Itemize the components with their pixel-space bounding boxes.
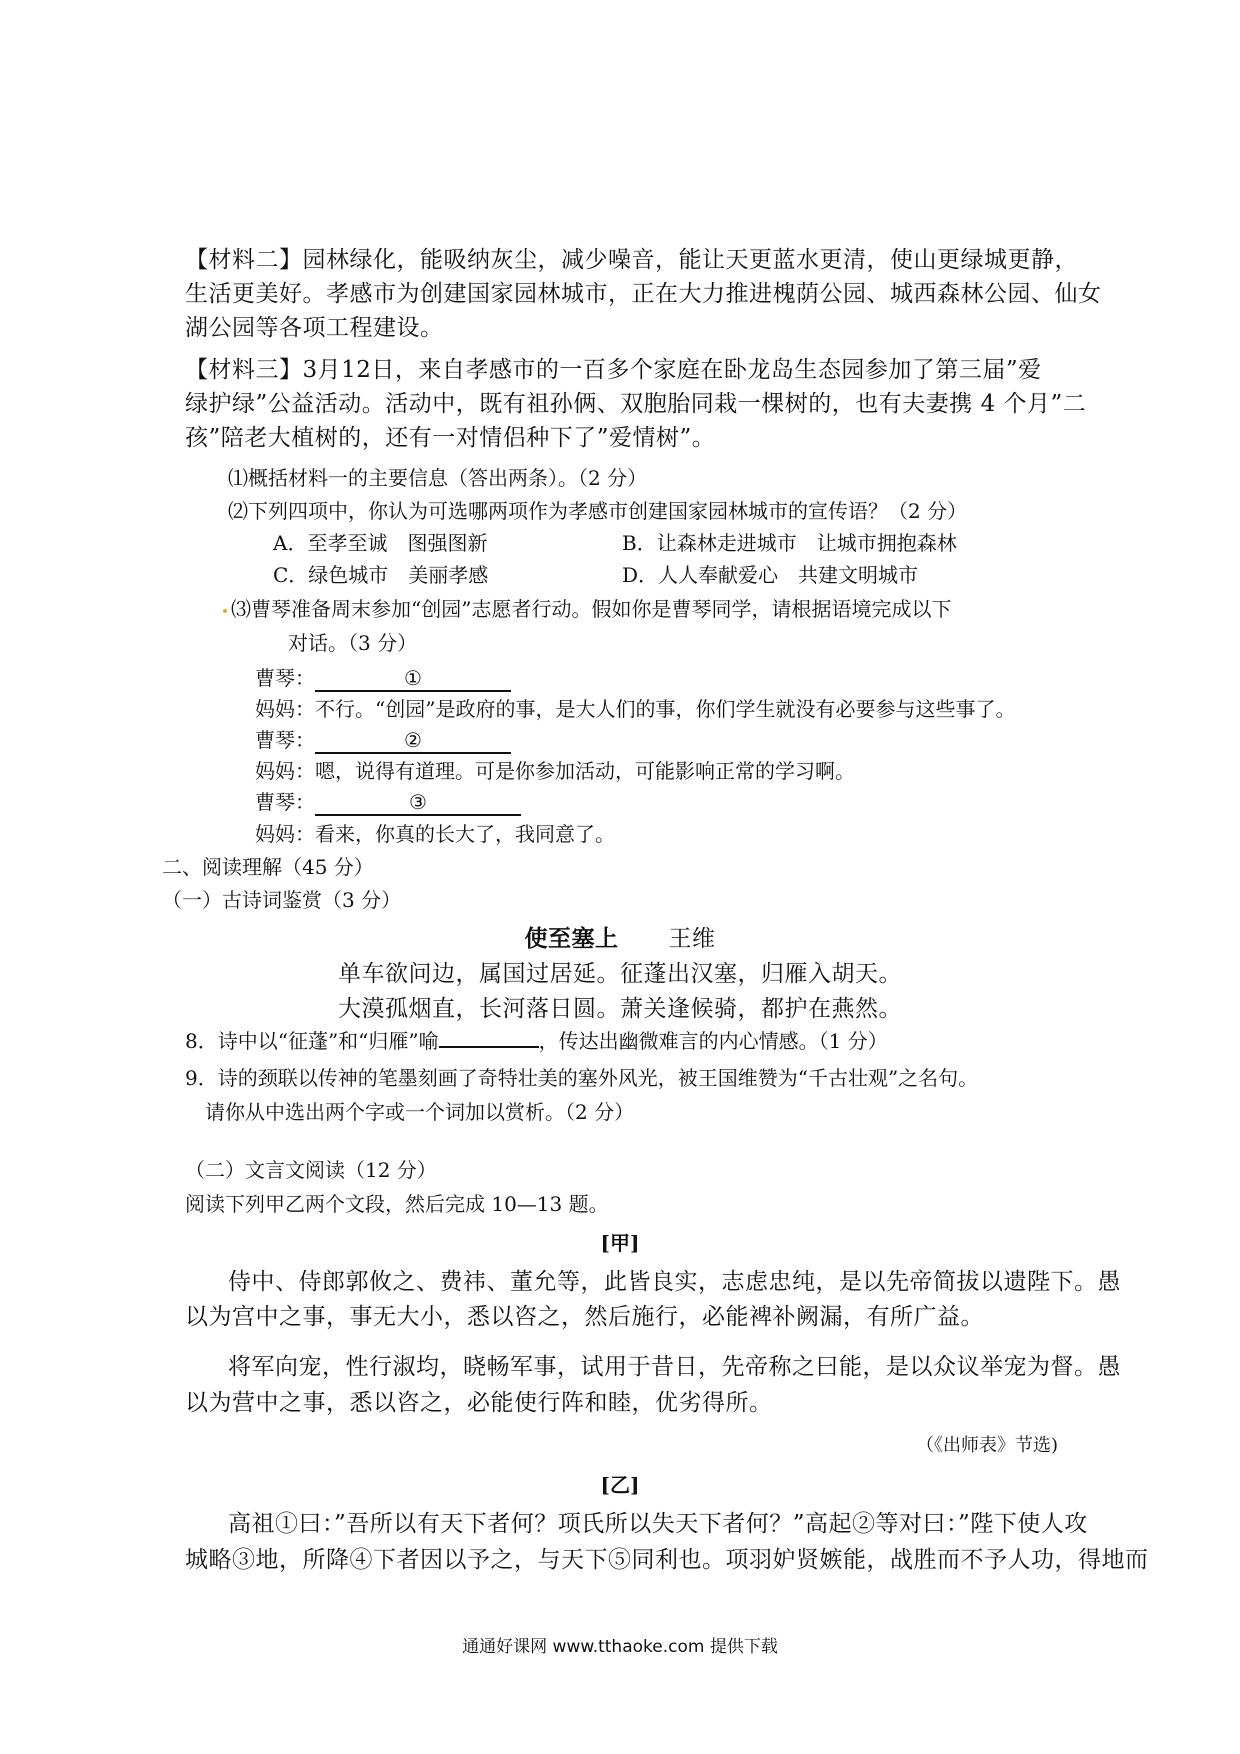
poem-line-1: 单车欲问边，属国过居延。征蓬出汉塞，归雁入胡天。	[338, 961, 902, 987]
material2-line1: 【材料二】园林绿化，能吸纳灰尘，减少噪音，能让天更蓝水更清，使山更绿城更静，	[185, 247, 1078, 273]
classical-heading: （二）文言文阅读（12 分）	[185, 1158, 437, 1182]
material3-line3: 孩”陪老大植树的，还有一对情侣种下了”爱情树”。	[185, 425, 716, 451]
dialog-mom-3: 妈妈：看来，你真的长大了，我同意了。	[255, 822, 615, 846]
dialog-caoqin-3	[255, 786, 521, 816]
passage-jia-p1-line2: 以为宫中之事，事无大小，悉以咨之，然后施行，必能裨补阙漏，有所广益。	[185, 1304, 984, 1330]
material3-line1: 【材料三】3月12日，来自孝感市的一百多个家庭在卧龙岛生态园参加了第三届”爱	[185, 357, 1042, 383]
dialog-caoqin-2	[255, 724, 511, 754]
page-footer: 通通好课网 www.tthaoke.com 提供下载	[462, 1637, 778, 1657]
material3-line2: 绿护绿”公益活动。活动中，既有祖孙俩、双胞胎同栽一棵树的，也有夫妻携 4 个月”二	[185, 391, 1087, 417]
speaker-label: 曹琴：	[255, 666, 315, 690]
margin-mark	[223, 609, 227, 613]
passage-jia-p1-line1: 侍中、侍郎郭攸之、费祎、董允等，此皆良实，志虑忠纯，是以先帝简拔以遗陛下。愚	[228, 1269, 1121, 1295]
question-8-blank[interactable]	[439, 1046, 539, 1048]
option-c: C．绿色城市 美丽孝感	[273, 563, 489, 587]
question-8-before: 8．诗中以“征蓬”和“归雁”喻	[185, 1029, 439, 1053]
question-9-line2: 请你从中选出两个字或一个词加以赏析。（2 分）	[205, 1100, 635, 1124]
poem-title-text: 使至塞上	[524, 925, 619, 952]
answer-blank-1[interactable]: ①	[315, 666, 511, 692]
option-a: A．至孝至诚 图强图新	[273, 531, 488, 555]
section-2-heading: 二、阅读理解（45 分）	[162, 855, 374, 879]
material2-line2: 生活更美好。孝感市为创建国家园林城市，正在大力推进槐荫公园、城西森林公园、仙女	[185, 281, 1102, 307]
question-3-line2: 对话。（3 分）	[288, 631, 418, 655]
question-8-after: ，传达出幽微难言的内心情感。（1 分）	[538, 1029, 888, 1053]
passage-yi-line1: 高祖①曰：”吾所以有天下者何？项氏所以失天下者何？”高起②等对曰：”陛下使人攻	[228, 1511, 1088, 1537]
material2-line3: 湖公园等各项工程建设。	[185, 315, 444, 341]
poem-title	[0, 920, 1240, 953]
dialog-mom-1: 妈妈：不行。“创园”是政府的事，是大人们的事，你们学生就没有必要参与这些事了。	[255, 697, 1016, 721]
option-b: B．让森林走进城市 让城市拥抱森林	[622, 531, 957, 555]
question-3-line1: ⑶曹琴准备周末参加“创园”志愿者行动。假如你是曹琴同学，请根据语境完成以下	[231, 597, 952, 621]
passage-yi-label: [乙]	[600, 1473, 640, 1497]
speaker-label: 曹琴：	[255, 728, 315, 752]
passage-jia-p2-line1: 将军向宠，性行淑均，晓畅军事，试用于昔日，先帝称之曰能，是以众议举宠为督。愚	[228, 1354, 1121, 1380]
question-9-line1: 9．诗的颈联以传神的笔墨刻画了奇特壮美的塞外风光，被王国维赞为“千古壮观”之名句。	[185, 1066, 979, 1090]
answer-blank-3[interactable]: ③	[315, 790, 521, 816]
poem-author: 王维	[668, 926, 716, 952]
question-1: ⑴概括材料一的主要信息（答出两条）。（2 分）	[228, 466, 648, 490]
speaker-label: 曹琴：	[255, 790, 315, 814]
question-2: ⑵下列四项中，你认为可选哪两项作为孝感市创建国家园林城市的宣传语？（2 分）	[228, 499, 968, 523]
dialog-mom-2: 妈妈：嗯，说得有道理。可是你参加活动，可能影响正常的学习啊。	[255, 759, 855, 783]
dialog-caoqin-1	[255, 662, 511, 692]
answer-blank-2[interactable]: ②	[315, 728, 511, 754]
passage-yi-line2: 城略③地，所降④下者因以予之，与天下⑤同利也。项羽妒贤嫉能，战胜而不予人功，得地而	[185, 1547, 1149, 1573]
poem-line-2: 大漠孤烟直，长河落日圆。萧关逢候骑，都护在燕然。	[338, 996, 902, 1022]
poetry-heading: （一）古诗词鉴赏（3 分）	[162, 888, 402, 912]
option-d: D．人人奉献爱心 共建文明城市	[622, 563, 919, 587]
passage-jia-label: [甲]	[600, 1231, 640, 1255]
question-8	[185, 1025, 888, 1054]
passage-source: （《出师表》节选)	[915, 1435, 1058, 1456]
passage-jia-p2-line2: 以为营中之事，悉以咨之，必能使行阵和睦，优劣得所。	[185, 1390, 773, 1416]
classical-instruction: 阅读下列甲乙两个文段，然后完成 10—13 题。	[185, 1192, 609, 1216]
